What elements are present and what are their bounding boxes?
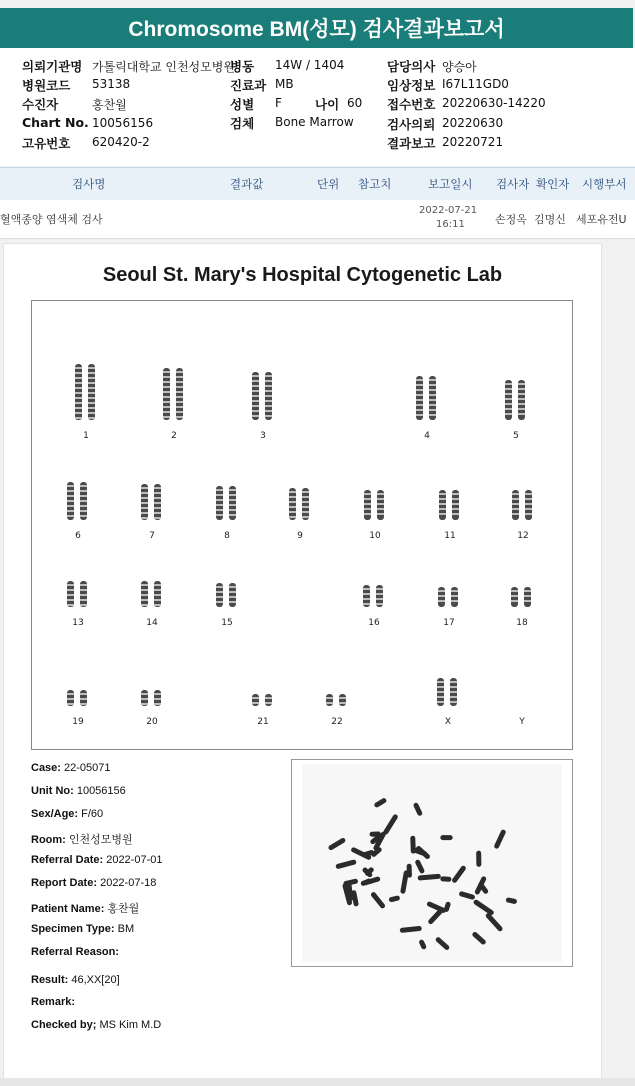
patient-info-panel xyxy=(0,48,635,166)
age-value: 60 xyxy=(347,96,363,110)
hospital-code-value: 53138 xyxy=(92,77,131,91)
chromosome-4-icon xyxy=(412,375,442,421)
chromosome-label-11: 11 xyxy=(444,531,456,541)
ward-label: 병동 xyxy=(230,59,255,74)
chromosome-label-13: 13 xyxy=(72,618,84,628)
row-report-date: 2022-07-21 xyxy=(419,205,478,216)
row-tester: 손정옥 xyxy=(495,213,527,226)
chromosome-label-5: 5 xyxy=(513,431,519,441)
meta-repdate-label: Report Date: xyxy=(31,877,98,889)
chromosome-label-6: 6 xyxy=(75,531,81,541)
meta-refdate-value: 2022-07-01 xyxy=(106,854,163,866)
hospital-code-label: 병원코드 xyxy=(22,78,71,93)
chromosome-21-icon xyxy=(248,693,278,707)
receipt-label: 접수번호 xyxy=(387,97,436,112)
chromosome-X-icon xyxy=(433,677,463,707)
chromosome-label-16: 16 xyxy=(368,618,380,628)
chromosome-3-icon xyxy=(248,371,278,421)
chromosome-16-icon xyxy=(359,584,389,608)
patient-label: 수진자 xyxy=(22,97,59,112)
chromosome-label-22: 22 xyxy=(331,717,343,727)
chromosome-label-4: 4 xyxy=(424,431,430,441)
chromosome-15-icon xyxy=(212,582,242,608)
bottom-strip xyxy=(0,1078,635,1086)
clinical-value: I67L11GD0 xyxy=(442,77,509,91)
meta-patient-name xyxy=(31,900,139,916)
meta-result-label: Result: xyxy=(31,974,69,986)
chromosome-13-icon xyxy=(63,580,93,608)
meta-checked-label: Checked by; xyxy=(31,1019,97,1031)
chromosome-14-icon xyxy=(137,580,167,608)
chart-value: 10056156 xyxy=(92,116,154,130)
dept-value: MB xyxy=(275,77,294,91)
meta-name-label: Patient Name: xyxy=(31,903,105,915)
meta-result xyxy=(31,974,120,986)
institution-value: 가톨릭대학교 인천성모병원 xyxy=(92,60,235,74)
chromosome-label-17: 17 xyxy=(443,618,455,628)
result-date-label: 결과보고 xyxy=(387,136,436,151)
result-date-value: 20220721 xyxy=(442,135,504,149)
karyogram-panel xyxy=(31,300,573,750)
meta-sexage-label: Sex/Age: xyxy=(31,808,79,820)
sex-label: 성별 xyxy=(230,97,255,112)
chromosome-label-15: 15 xyxy=(221,618,233,628)
col-test-name: 검사명 xyxy=(72,177,106,191)
receipt-value: 20220630-14220 xyxy=(442,96,546,110)
patient-value: 홍찬월 xyxy=(92,98,127,112)
meta-room-value: 인천성모병원 xyxy=(68,834,133,846)
table-row[interactable] xyxy=(0,200,635,239)
report-title: Chromosome BM(성모) 검사결과보고서 xyxy=(128,18,505,41)
meta-report-date xyxy=(31,877,156,889)
chromosome-label-10: 10 xyxy=(369,531,381,541)
clinical-label: 임상정보 xyxy=(387,78,436,93)
col-result: 결과값 xyxy=(230,177,264,191)
lab-title: Seoul St. Mary's Hospital Cytogenetic Lab xyxy=(102,264,503,286)
meta-case-value: 22-05071 xyxy=(64,762,111,774)
chromosome-label-20: 20 xyxy=(146,717,158,727)
results-table-header xyxy=(0,167,635,201)
unique-label: 고유번호 xyxy=(22,136,71,151)
doctor-label: 담당의사 xyxy=(387,59,436,74)
meta-remark-label: Remark: xyxy=(31,996,76,1008)
chromosome-label-19: 19 xyxy=(72,717,84,727)
age-label: 나이 xyxy=(315,97,340,112)
specimen-value: Bone Marrow xyxy=(275,115,354,129)
row-report-time: 16:11 xyxy=(436,219,465,230)
chromosome-label-2: 2 xyxy=(171,431,177,441)
chromosome-11-icon xyxy=(435,489,465,521)
meta-referral-reason xyxy=(31,946,119,958)
ward-value: 14W / 1404 xyxy=(275,58,345,72)
meta-unit xyxy=(31,785,126,797)
col-unit: 단위 xyxy=(317,177,340,191)
col-confirmer: 확인자 xyxy=(536,177,570,191)
meta-room-label: Room: xyxy=(31,834,66,846)
chromosome-10-icon xyxy=(360,489,390,521)
chromosome-20-icon xyxy=(137,689,167,707)
report-title-bar xyxy=(0,8,633,48)
row-department: 세포유전U xyxy=(576,213,627,226)
meta-case xyxy=(31,762,111,774)
request-label: 검사의뢰 xyxy=(387,117,436,132)
row-test-name: 혈액종양 염색체 검사 xyxy=(0,213,103,226)
chromosome-2-icon xyxy=(159,367,189,421)
col-department: 시행부서 xyxy=(582,177,627,191)
row-confirmer: 김명신 xyxy=(534,213,566,226)
sex-value: F xyxy=(275,96,282,110)
meta-refdate-label: Referral Date: xyxy=(31,854,104,866)
chromosome-7-icon xyxy=(137,483,167,521)
chromosome-1-icon xyxy=(71,363,101,421)
dept-label: 진료과 xyxy=(230,78,267,93)
meta-spec-value: BM xyxy=(117,923,135,935)
col-tester: 검사자 xyxy=(496,177,530,191)
col-report-date: 보고일시 xyxy=(428,177,473,191)
chromosome-label-7: 7 xyxy=(149,531,155,541)
chromosome-19-icon xyxy=(63,689,93,707)
meta-unit-label: Unit No: xyxy=(31,785,74,797)
chromosome-label-8: 8 xyxy=(224,531,230,541)
chromosome-8-icon xyxy=(212,485,242,521)
metaphase-image xyxy=(291,759,573,967)
meta-checked-by xyxy=(31,1019,161,1031)
meta-unit-value: 10056156 xyxy=(76,785,126,797)
meta-specimen-type xyxy=(31,923,134,935)
meta-case-label: Case: xyxy=(31,762,61,774)
chromosome-label-Y: Y xyxy=(519,717,525,727)
col-reference: 참고치 xyxy=(358,177,392,191)
meta-repdate-value: 2022-07-18 xyxy=(100,877,157,889)
institution-label: 의뢰기관명 xyxy=(22,59,83,74)
chart-label: Chart No. xyxy=(22,115,89,130)
karyotype-report xyxy=(3,243,602,1080)
chromosome-label-1: 1 xyxy=(83,431,89,441)
chromosome-label-14: 14 xyxy=(146,618,158,628)
chromosome-22-icon xyxy=(322,693,352,707)
chromosome-label-3: 3 xyxy=(260,431,266,441)
chromosome-5-icon xyxy=(501,379,531,421)
chromosome-9-icon xyxy=(285,487,315,521)
meta-room xyxy=(31,831,133,847)
meta-spec-label: Specimen Type: xyxy=(31,923,115,935)
chromosome-17-icon xyxy=(434,586,464,608)
chromosome-18-icon xyxy=(507,586,537,608)
chromosome-label-21: 21 xyxy=(257,717,269,727)
chromosome-12-icon xyxy=(508,489,538,521)
meta-remark xyxy=(31,996,75,1008)
chromosome-label-12: 12 xyxy=(517,531,529,541)
meta-checked-value: MS Kim M.D xyxy=(99,1019,162,1031)
unique-value: 620420-2 xyxy=(92,135,150,149)
meta-result-value: 46,XX[20] xyxy=(71,974,120,986)
chromosome-label-X: X xyxy=(444,717,452,727)
meta-sexage-value: F/60 xyxy=(81,808,104,820)
meta-name-value: 홍찬월 xyxy=(107,903,140,915)
request-value: 20220630 xyxy=(442,116,504,130)
metaphase-spread-icon xyxy=(292,760,572,966)
chromosome-label-9: 9 xyxy=(297,531,303,541)
chromosome-label-18: 18 xyxy=(516,618,528,628)
meta-reason-label: Referral Reason: xyxy=(31,946,120,958)
meta-sexage xyxy=(31,808,103,820)
chromosome-6-icon xyxy=(63,481,93,521)
specimen-label: 검체 xyxy=(230,116,255,131)
meta-referral-date xyxy=(31,854,162,866)
doctor-value: 양승아 xyxy=(442,60,477,74)
